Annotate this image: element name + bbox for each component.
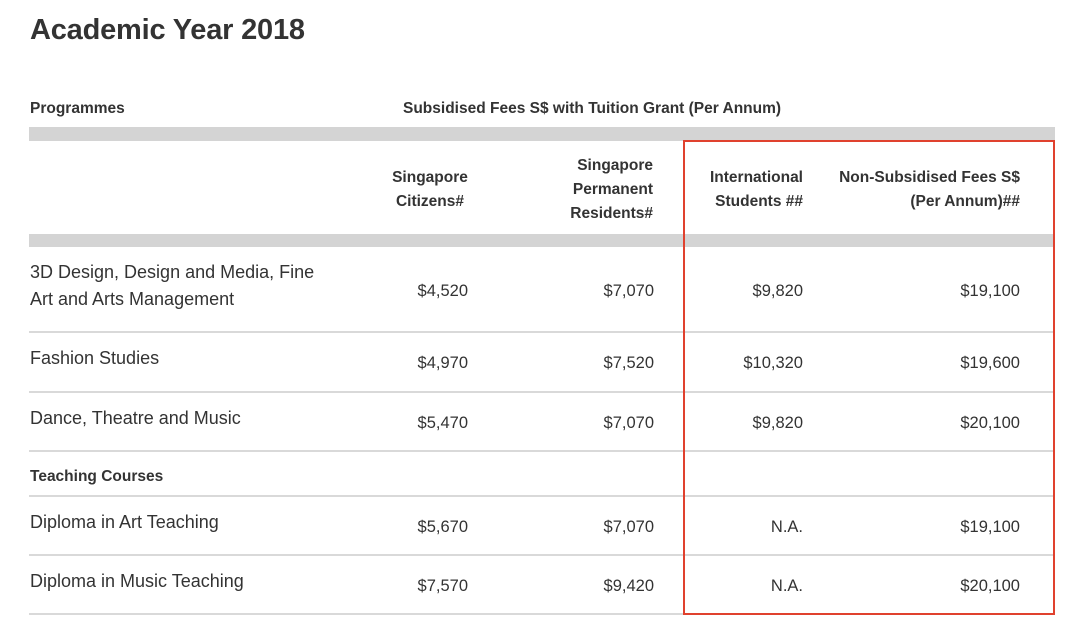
column-header-line: Residents# <box>570 205 653 222</box>
column-header-pr <box>503 154 653 226</box>
programme-name-line: 3D Design, Design and Media, Fine <box>30 262 315 282</box>
fee-citizens: $7,570 <box>417 577 468 595</box>
column-header-line: (Per Annum)## <box>910 193 1020 210</box>
fee-citizens: $4,520 <box>417 282 468 300</box>
programme-name-line: Diploma in Music Teaching <box>30 571 244 591</box>
fee-pr: $7,520 <box>603 354 654 372</box>
fee-pr: $7,070 <box>603 414 654 432</box>
fee-pr: $9,420 <box>603 577 654 595</box>
fee-international: $10,320 <box>743 354 803 372</box>
fee-pr: $7,070 <box>603 518 654 536</box>
highlight-box <box>683 140 1055 615</box>
programme-name <box>30 509 219 536</box>
fee-non-subsidised: $19,100 <box>960 282 1020 300</box>
page-title: Academic Year 2018 <box>30 14 305 46</box>
fee-international: N.A. <box>770 518 803 536</box>
programme-name <box>30 568 244 595</box>
programme-name-line: Fashion Studies <box>30 348 160 368</box>
column-header-line: Citizens# <box>395 193 465 210</box>
programme-name-line: Dance, Theatre and Music <box>30 408 241 428</box>
header-top-bar <box>29 127 1055 141</box>
fee-non-subsidised: $20,100 <box>960 414 1020 432</box>
column-header-line: Permanent <box>572 181 653 198</box>
column-header-line: Non-Subsidised Fees S$ <box>839 169 1020 186</box>
fee-pr: $7,070 <box>603 282 654 300</box>
programmes-header: Programmes <box>30 100 125 117</box>
section-label-teaching-courses: Teaching Courses <box>30 468 164 485</box>
programme-name <box>30 345 159 372</box>
fee-international: N.A. <box>770 577 803 595</box>
fee-international: $9,820 <box>752 414 803 432</box>
fee-international: $9,820 <box>752 282 803 300</box>
column-header-line: Students ## <box>715 193 803 210</box>
column-header-citizens <box>370 166 490 214</box>
column-header-line: International <box>709 169 803 186</box>
column-header-line: Singapore <box>392 169 468 186</box>
fee-non-subsidised: $19,100 <box>960 518 1020 536</box>
programme-name <box>30 405 241 432</box>
column-header-line: Singapore <box>577 157 653 174</box>
programme-name-line: Diploma in Art Teaching <box>30 512 219 532</box>
subsidised-fees-header: Subsidised Fees S$ with Tuition Grant (Per Annum) <box>403 100 782 117</box>
fee-citizens: $5,670 <box>417 518 468 536</box>
fee-citizens: $5,470 <box>417 414 468 432</box>
programme-name-line: Art and Arts Management <box>30 289 235 309</box>
fee-non-subsidised: $19,600 <box>960 354 1020 372</box>
fee-non-subsidised: $20,100 <box>960 577 1020 595</box>
fee-citizens: $4,970 <box>417 354 468 372</box>
